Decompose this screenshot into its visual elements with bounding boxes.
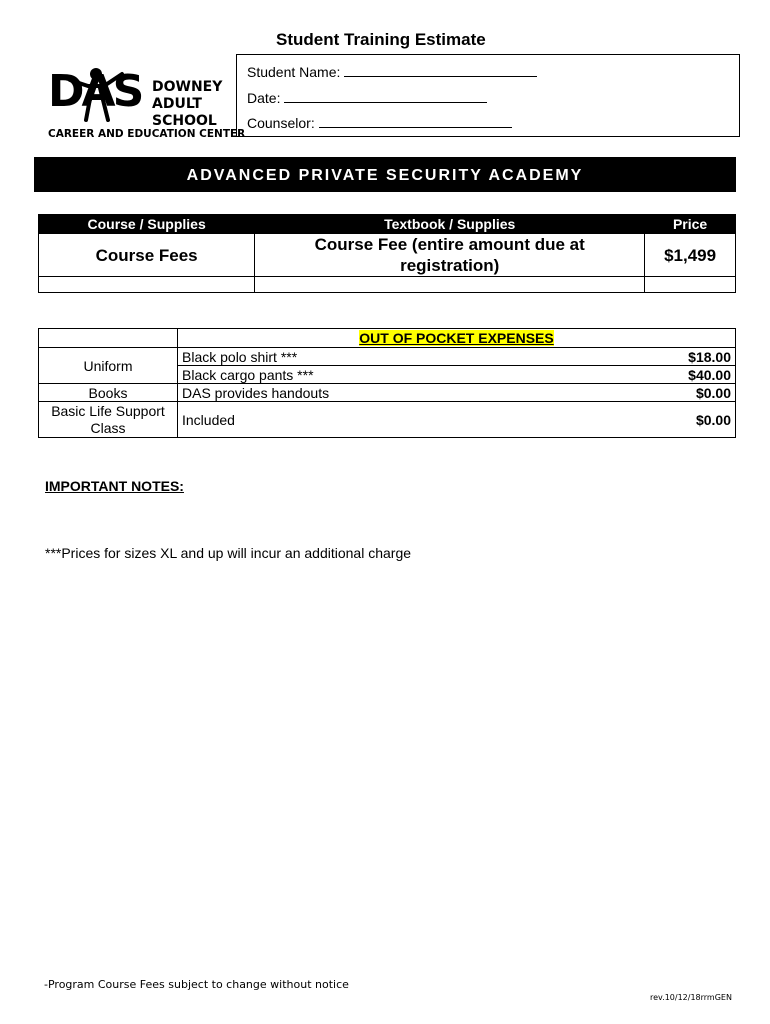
- student-name-label: Student Name:: [247, 64, 341, 80]
- document-title: Student Training Estimate: [276, 30, 486, 49]
- category-cell: Basic Life Support Class: [39, 402, 178, 438]
- student-name-field[interactable]: [247, 62, 537, 80]
- table-header-row: [39, 215, 736, 234]
- table-row: [39, 277, 736, 293]
- date-field[interactable]: [247, 88, 487, 106]
- program-banner: ADVANCED PRIVATE SECURITY ACADEMY: [34, 157, 736, 192]
- item-cell: DAS provides handouts: [178, 384, 598, 402]
- footer-note: -Program Course Fees subject to change without notice: [44, 978, 349, 991]
- expenses-title: OUT OF POCKET EXPENSES: [359, 330, 554, 346]
- course-fees-table: [38, 214, 736, 293]
- price-cell: $0.00: [597, 384, 735, 402]
- textbook-cell: Course Fee (entire amount due at registration): [255, 234, 645, 277]
- column-header: Course / Supplies: [39, 215, 255, 234]
- counselor-label: Counselor:: [247, 115, 315, 131]
- school-logo: [48, 66, 246, 146]
- category-cell: Uniform: [39, 348, 178, 384]
- date-label: Date:: [247, 90, 281, 106]
- item-cell: Black polo shirt ***: [178, 348, 598, 366]
- important-notes-heading: IMPORTANT NOTES:: [45, 478, 184, 494]
- column-header: Textbook / Supplies: [255, 215, 645, 234]
- price-cell: $0.00: [597, 402, 735, 438]
- price-cell: $18.00: [597, 348, 735, 366]
- table-row: [39, 348, 736, 366]
- table-row: [39, 384, 736, 402]
- item-cell: Included: [178, 402, 598, 438]
- counselor-field[interactable]: [247, 113, 512, 131]
- logo-school-name: DOWNEY ADULT SCHOOL: [152, 79, 223, 129]
- table-row: [39, 402, 736, 438]
- logo-subtitle: CAREER AND EDUCATION CENTER: [48, 128, 246, 140]
- price-cell: $1,499: [645, 234, 736, 277]
- student-info-box: [236, 54, 740, 137]
- column-header: Price: [645, 215, 736, 234]
- course-cell: Course Fees: [39, 234, 255, 277]
- category-cell: Books: [39, 384, 178, 402]
- revision-code: rev.10/12/18rrmGEN: [650, 993, 732, 1002]
- important-notes-text: ***Prices for sizes XL and up will incur an additional charge: [45, 545, 412, 561]
- expenses-table: [38, 328, 736, 438]
- item-cell: Black cargo pants ***: [178, 366, 598, 384]
- table-header-row: [39, 329, 736, 348]
- price-cell: $40.00: [597, 366, 735, 384]
- table-row: [39, 234, 736, 277]
- logo-letters: DAS: [48, 66, 142, 117]
